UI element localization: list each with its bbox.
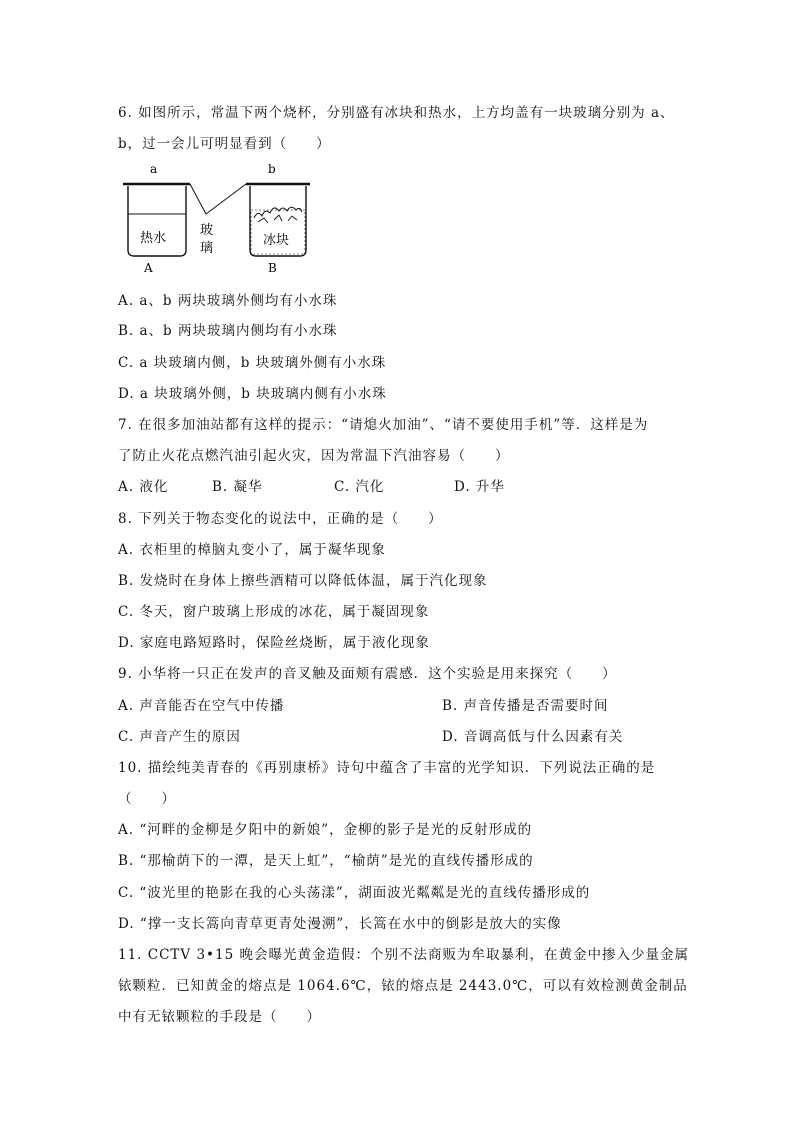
q10-option-d: D. “撑一支长篙向青草更青处漫溯”，长篙在水中的倒影是放大的实像 (118, 916, 562, 932)
q7-option-d: D. 升华 (454, 479, 505, 495)
ice-label: 冰块 (263, 233, 290, 248)
q11-stem-line2: 铱颗粒．已知黄金的熔点是 1064.6℃，铱的熔点是 2443.0℃，可以有效检测黄金制品 (118, 978, 688, 994)
label-cup-A: A (144, 261, 153, 275)
hot-water-label: 热水 (140, 231, 167, 246)
q6-option-a: A. a、b 两块玻璃外侧均有小水珠 (118, 293, 338, 309)
q7-option-c: C. 汽化 (334, 479, 385, 495)
q9-option-b: B. 声音传播是否需要时间 (442, 698, 609, 714)
glass-label-1: 玻 (200, 223, 214, 238)
q7-stem-line1: 7. 在很多加油站都有这样的提示：“请熄火加油”、“请不要使用手机”等．这样是为 (118, 417, 649, 433)
q11-stem-line1: 11. CCTV 3•15 晚会曝光黄金造假：个别不法商贩为牟取暴利，在黄金中掺入少量金属 (118, 947, 689, 963)
q9-option-d: D. 音调高低与什么因素有关 (442, 729, 624, 745)
q6-option-b: B. a、b 两块玻璃内侧均有小水珠 (118, 323, 338, 339)
label-b: b (268, 162, 276, 176)
q8-option-d: D. 家庭电路短路时，保险丝烧断，属于液化现象 (118, 635, 430, 651)
q9-option-a: A. 声音能否在空气中传播 (118, 698, 285, 714)
q10-option-b: B. “那榆荫下的一潭，是天上虹”，“榆荫”是光的直线传播形成的 (118, 853, 534, 869)
ice-pieces (258, 215, 297, 223)
label-a: a (150, 162, 158, 176)
label-cup-B: B (268, 261, 277, 275)
q10-option-c: C. “波光里的艳影在我的心头荡漾”，湖面波光粼粼是光的直线传播形成的 (118, 885, 591, 901)
q7-option-b: B. 凝华 (212, 479, 263, 495)
glass-label-2: 璃 (200, 241, 214, 256)
q8-option-b: B. 发烧时在身体上擦些酒精可以降低体温，属于汽化现象 (118, 573, 488, 589)
q9-option-c: C. 声音产生的原因 (118, 729, 241, 745)
q6-option-d: D. a 块玻璃外侧，b 块玻璃内侧有小水珠 (118, 386, 387, 402)
q10-stem-line2: （ ） (118, 791, 176, 807)
q10-stem-line1: 10. 描绘纯美青春的《再别康桥》诗句中蕴含了丰富的光学知识．下列说法正确的是 (118, 760, 656, 776)
q8-option-c: C. 冬天，窗户玻璃上形成的冰花，属于凝固现象 (118, 604, 430, 620)
q6-stem-line1: 6. 如图所示，常温下两个烧杯，分别盛有冰块和热水，上方均盖有一块玻璃分别为 a、 (118, 105, 675, 121)
glass-connector (190, 184, 246, 214)
q8-option-a: A. 衣柜里的樟脑丸变小了，属于凝华现象 (118, 542, 386, 558)
beakers-figure (118, 160, 318, 276)
q10-option-a: A. “河畔的金柳是夕阳中的新娘”，金柳的影子是光的反射形成的 (118, 822, 533, 838)
q7-stem-line2: 了防止火花点燃汽油引起火灾，因为常温下汽油容易（ ） (118, 448, 510, 464)
q6-option-c: C. a 块玻璃内侧，b 块玻璃外侧有小水珠 (118, 355, 387, 371)
q7-option-a: A. 液化 (118, 479, 169, 495)
q11-stem-line3: 中有无铱颗粒的手段是（ ） (118, 1009, 321, 1025)
q8-stem: 8. 下列关于物态变化的说法中，正确的是（ ） (118, 511, 443, 527)
q6-stem-line2: b，过一会儿可明显看到（ ） (118, 136, 331, 152)
q9-stem: 9. 小华将一只正在发声的音叉触及面颊有震感．这个实验是用来探究（ ） (118, 666, 617, 682)
